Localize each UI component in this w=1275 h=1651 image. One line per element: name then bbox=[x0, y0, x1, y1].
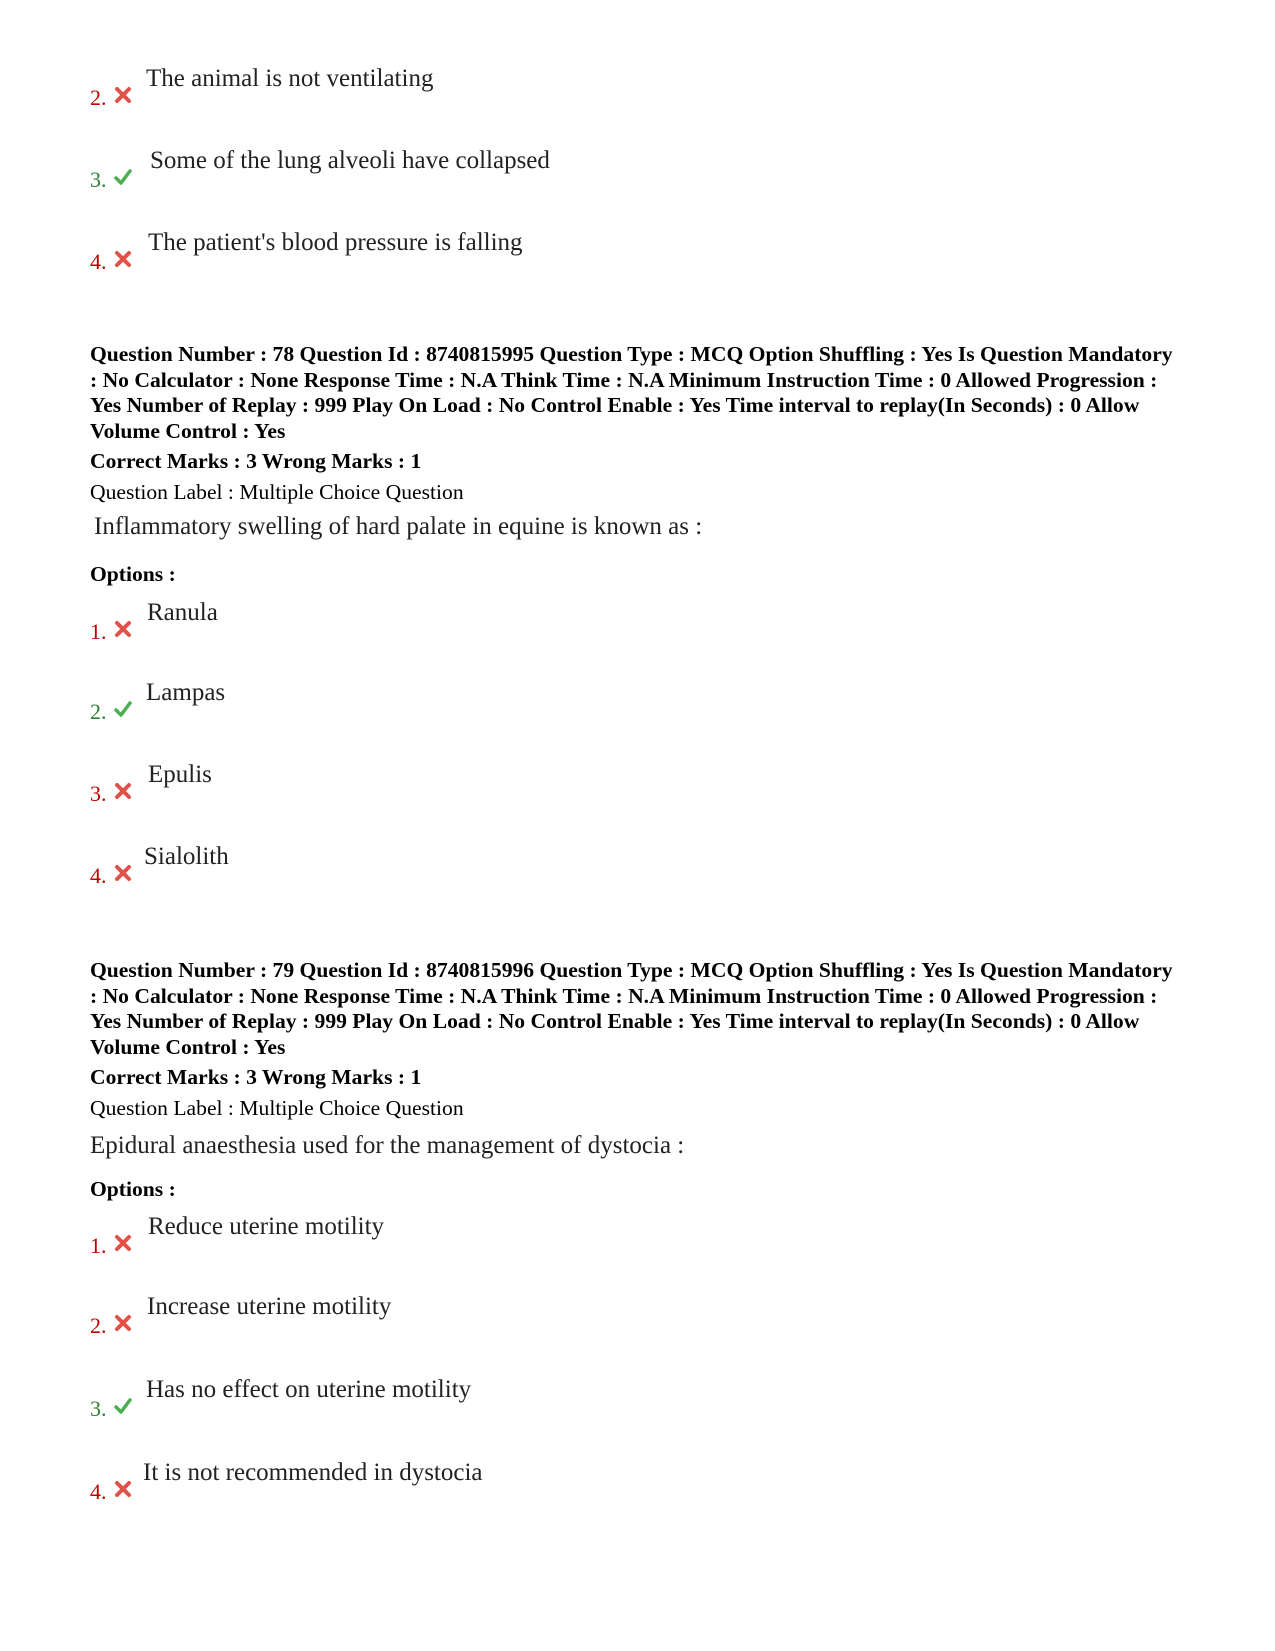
option-number: 2. bbox=[90, 1313, 107, 1338]
question-meta: Question Number : 79 Question Id : 8740815996 Question Type : MCQ Option Shuffling : Yes Is Question Mandatory : No Calculator : None Response Time : N.A Think Time : N.A Minimum Instruction Time : 0 Allowed Progression : Yes Number of Replay : 999 Play On Load : No Control Enable : Yes Time interval to replay(In Seconds) : 0 Allow Volume Control : Yes bbox=[90, 958, 1173, 1059]
option-row bbox=[90, 598, 990, 644]
option-text: Increase uterine motility bbox=[147, 1293, 392, 1320]
check-icon bbox=[114, 168, 132, 186]
option-row bbox=[90, 760, 990, 806]
question-label: Question Label : Multiple Choice Question bbox=[90, 480, 464, 504]
option-row bbox=[90, 1458, 990, 1504]
question-stem: Inflammatory swelling of hard palate in equine is known as : bbox=[94, 513, 703, 540]
option-row bbox=[90, 64, 990, 110]
question-marks: Correct Marks : 3 Wrong Marks : 1 bbox=[90, 449, 422, 473]
option-text: Sialolith bbox=[144, 843, 229, 870]
cross-icon bbox=[114, 864, 132, 882]
check-icon bbox=[114, 1397, 132, 1415]
cross-icon bbox=[114, 250, 132, 268]
option-row bbox=[90, 678, 990, 724]
options-heading: Options : bbox=[90, 1177, 176, 1201]
options-heading: Options : bbox=[90, 562, 176, 586]
option-text: Has no effect on uterine motility bbox=[146, 1376, 472, 1403]
option-text: The animal is not ventilating bbox=[146, 65, 434, 92]
option-number: 4. bbox=[90, 249, 107, 274]
question-meta: Question Number : 78 Question Id : 8740815995 Question Type : MCQ Option Shuffling : Yes Is Question Mandatory : No Calculator : None Response Time : N.A Think Time : N.A Minimum Instruction Time : 0 Allowed Progression : Yes Number of Replay : 999 Play On Load : No Control Enable : Yes Time interval to replay(In Seconds) : 0 Allow Volume Control : Yes bbox=[90, 342, 1173, 443]
option-text: Lampas bbox=[146, 679, 226, 706]
option-number: 1. bbox=[90, 1233, 107, 1258]
option-text: The patient's blood pressure is falling bbox=[148, 229, 523, 256]
option-row bbox=[90, 146, 990, 192]
option-text: Ranula bbox=[147, 599, 218, 626]
option-text: Epulis bbox=[148, 761, 212, 788]
cross-icon bbox=[114, 1234, 132, 1252]
option-number: 2. bbox=[90, 85, 107, 110]
check-icon bbox=[114, 700, 132, 718]
option-number: 2. bbox=[90, 699, 107, 724]
option-row bbox=[90, 228, 990, 274]
question-label: Question Label : Multiple Choice Question bbox=[90, 1096, 464, 1120]
cross-icon bbox=[114, 86, 132, 104]
option-row bbox=[90, 1212, 990, 1258]
option-number: 4. bbox=[90, 1479, 107, 1504]
question-marks: Correct Marks : 3 Wrong Marks : 1 bbox=[90, 1065, 422, 1089]
option-number: 3. bbox=[90, 781, 107, 806]
option-number: 4. bbox=[90, 863, 107, 888]
cross-icon bbox=[114, 620, 132, 638]
option-text: Some of the lung alveoli have collapsed bbox=[150, 147, 550, 174]
cross-icon bbox=[114, 782, 132, 800]
cross-icon bbox=[114, 1314, 132, 1332]
option-row bbox=[90, 842, 990, 888]
cross-icon bbox=[114, 1480, 132, 1498]
option-row bbox=[90, 1375, 990, 1421]
option-text: It is not recommended in dystocia bbox=[143, 1459, 483, 1486]
option-number: 3. bbox=[90, 167, 107, 192]
option-row bbox=[90, 1292, 990, 1338]
question-stem: Epidural anaesthesia used for the management of dystocia : bbox=[90, 1132, 685, 1159]
option-text: Reduce uterine motility bbox=[148, 1213, 385, 1240]
option-number: 1. bbox=[90, 619, 107, 644]
option-number: 3. bbox=[90, 1396, 107, 1421]
